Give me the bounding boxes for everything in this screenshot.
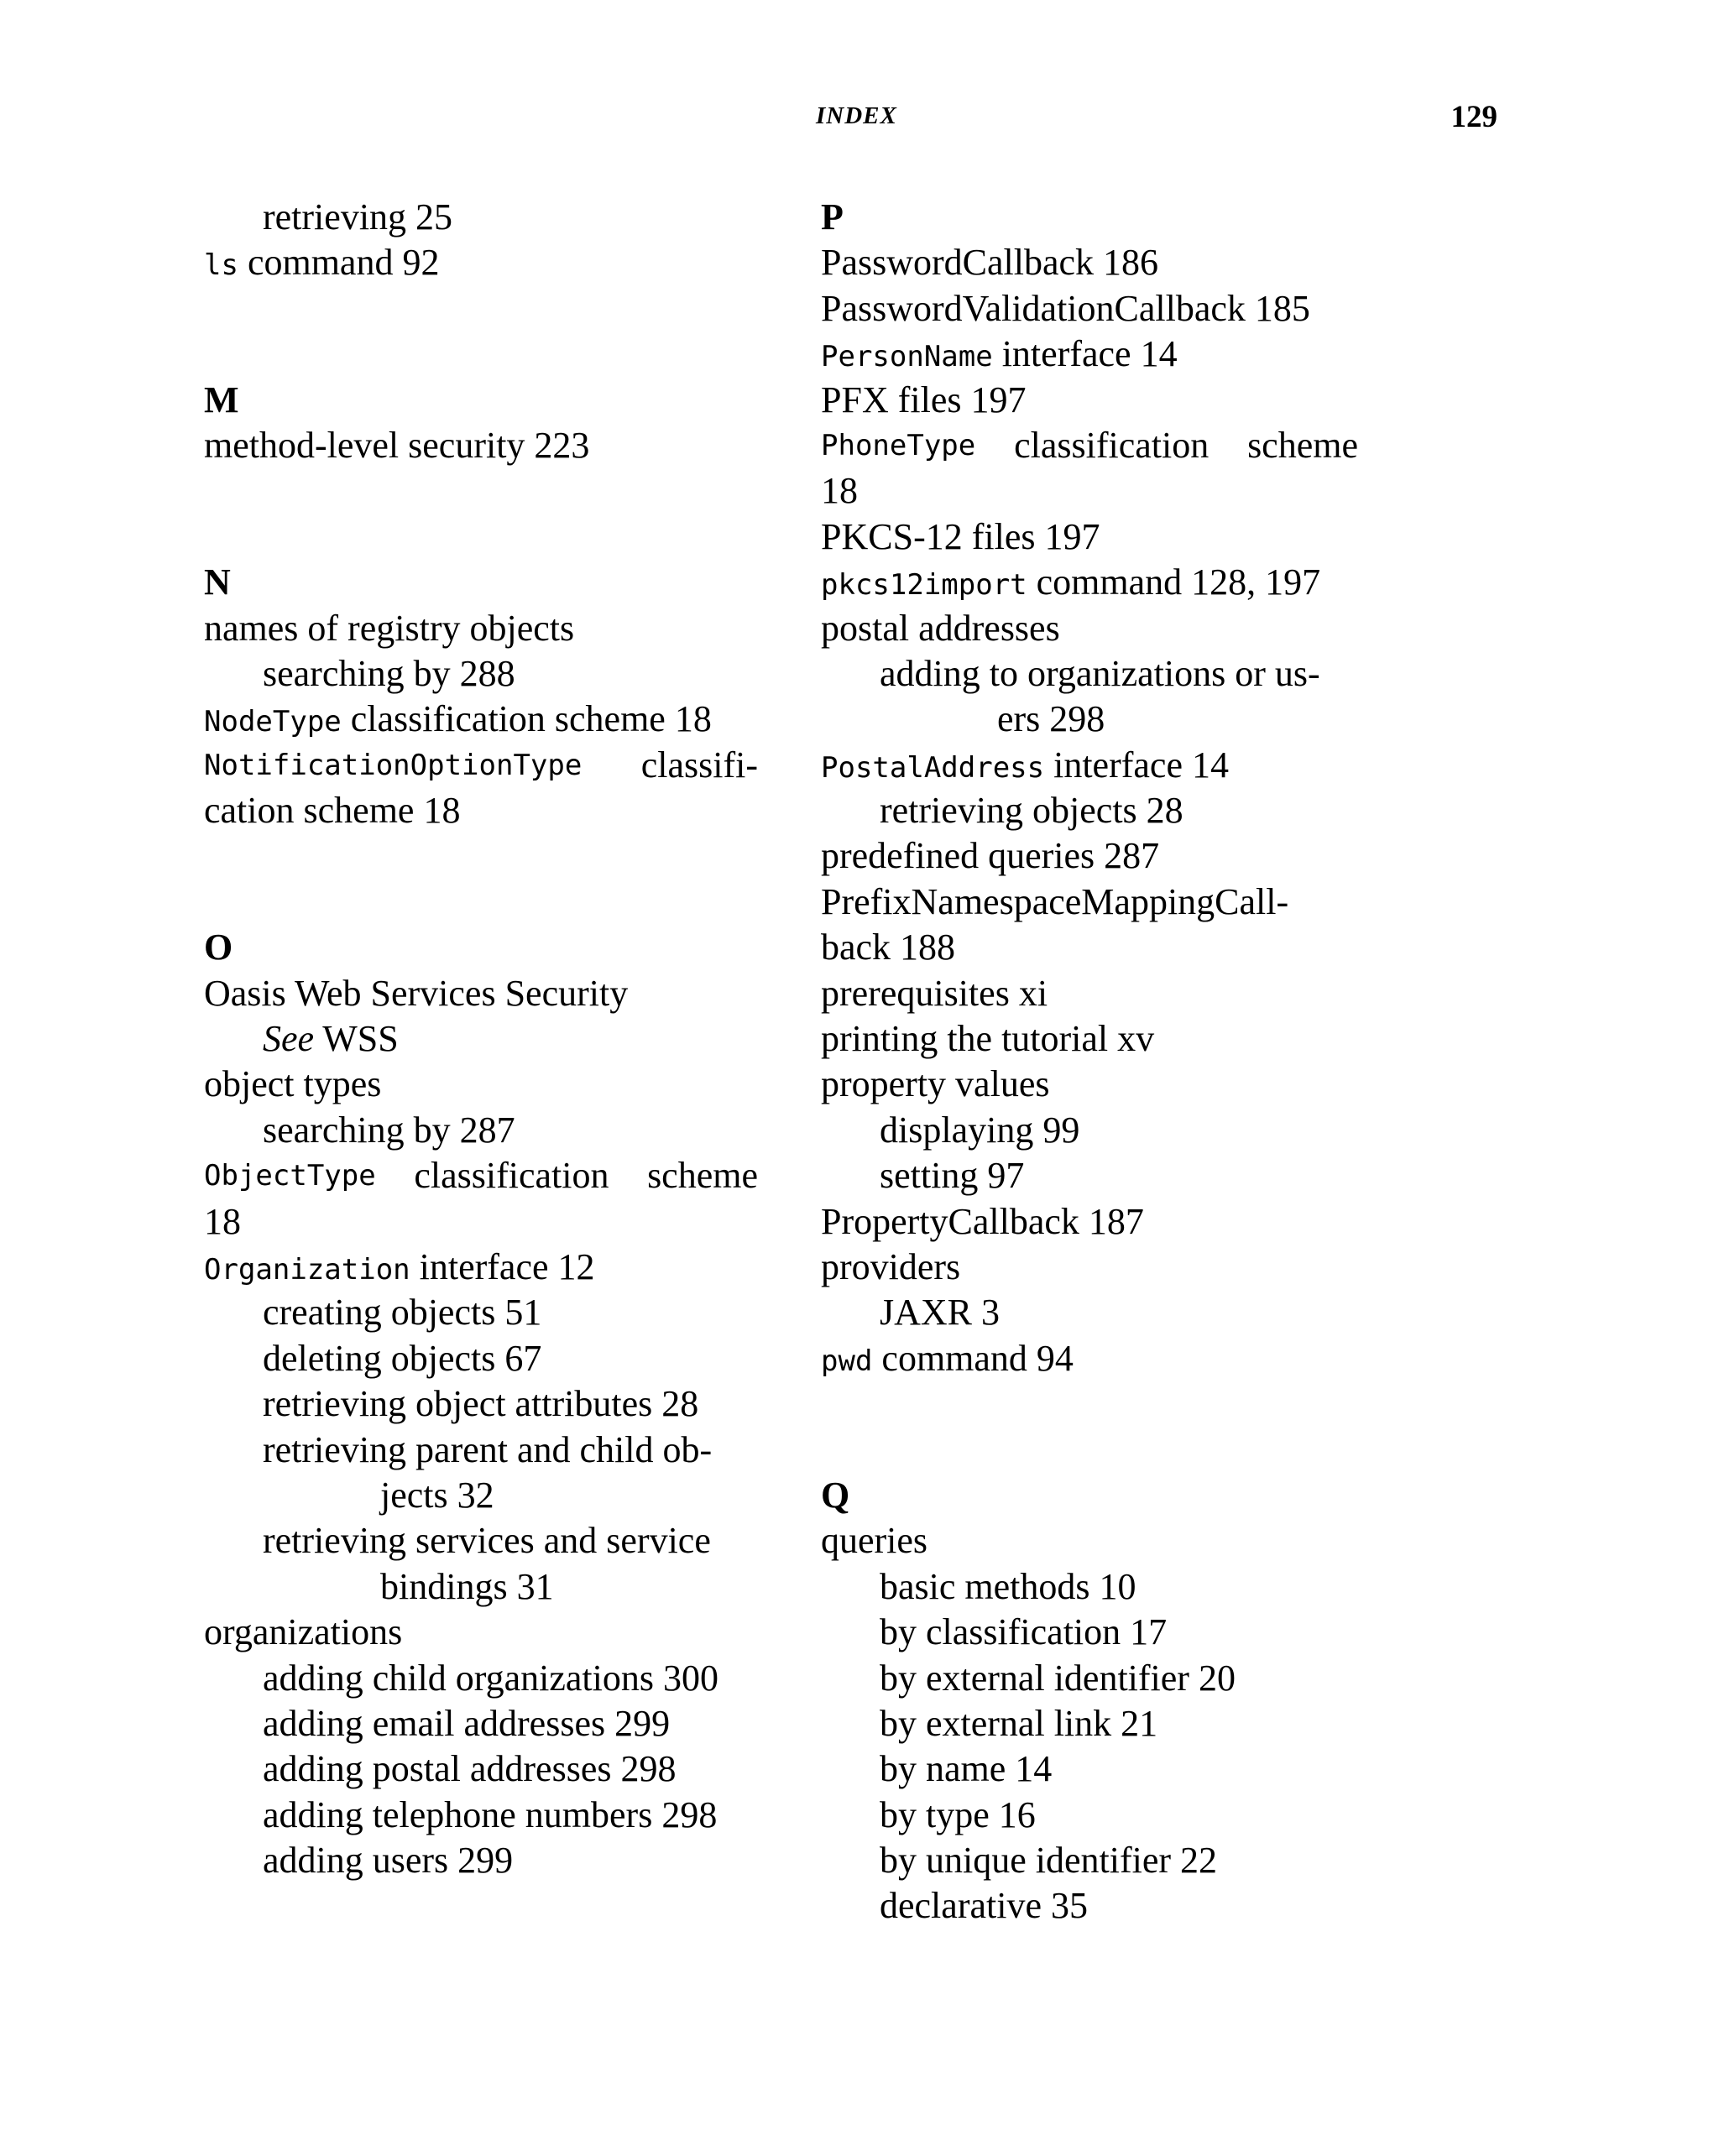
- section-letter-m: M: [204, 378, 239, 420]
- code-term: PostalAddress: [821, 750, 1045, 785]
- index-entry: organizations: [204, 1611, 403, 1653]
- index-subentry: by external identifier 20: [880, 1657, 1236, 1699]
- index-entry: names of registry objects: [204, 607, 575, 649]
- index-subentry: retrieving services and service: [263, 1520, 711, 1562]
- index-entry: pkcs12import command 128, 197: [821, 561, 1321, 603]
- index-entry-continued: 18: [821, 470, 858, 512]
- index-subentry: searching by 288: [263, 652, 515, 694]
- see-reference: See WSS: [263, 1018, 399, 1060]
- index-entry: ls command 92: [204, 242, 440, 284]
- index-entry: queries: [821, 1520, 928, 1562]
- index-entry: pwd command 94: [821, 1337, 1074, 1379]
- index-entry: method-level security 223: [204, 424, 590, 466]
- index-subentry: retrieving objects 28: [880, 790, 1183, 832]
- page-number: 129: [1450, 100, 1497, 134]
- index-column-right: [821, 195, 1358, 1929]
- code-term: PhoneType: [821, 428, 976, 462]
- index-subentry: by unique identifier 22: [880, 1840, 1218, 1882]
- index-subentry: JAXR 3: [880, 1292, 1001, 1334]
- index-entry: predefined queries 287: [821, 835, 1160, 877]
- code-term: pkcs12import: [821, 568, 1027, 603]
- index-subentry: displaying 99: [880, 1109, 1080, 1151]
- code-term: PersonName: [821, 340, 993, 374]
- index-entry: PersonName interface 14: [821, 333, 1178, 375]
- index-subentry: adding users 299: [263, 1840, 514, 1882]
- index-entry: Organization interface 12: [204, 1245, 595, 1287]
- index-entry: PostalAddress interface 14: [821, 744, 1229, 786]
- index-subentry: deleting objects 67: [263, 1337, 542, 1379]
- index-subentry: creating objects 51: [263, 1292, 542, 1334]
- section-letter-q: Q: [821, 1474, 850, 1516]
- index-entry: PropertyCallback 187: [821, 1200, 1144, 1242]
- index-subentry: by classification 17: [880, 1611, 1168, 1653]
- index-subentry: adding telephone numbers 298: [263, 1793, 718, 1835]
- running-head: INDEX: [816, 102, 897, 129]
- index-subentry: by type 16: [880, 1793, 1036, 1835]
- section-letter-o: O: [204, 927, 233, 968]
- index-subentry-continued: jects 32: [380, 1474, 494, 1516]
- index-entry: PhoneType classification scheme: [821, 423, 1358, 468]
- index-column-left: [204, 195, 758, 1883]
- index-subentry: adding child organizations 300: [263, 1657, 718, 1699]
- section-letter-n: N: [204, 561, 231, 603]
- index-entry-continued: cation scheme 18: [204, 790, 461, 832]
- index-subentry: by name 14: [880, 1748, 1053, 1790]
- index-subentry: basic methods 10: [880, 1565, 1136, 1607]
- index-entry: providers: [821, 1245, 961, 1287]
- index-subentry: retrieving parent and child ob-: [263, 1428, 713, 1470]
- index-entry: postal addresses: [821, 607, 1060, 649]
- code-term: ObjectType: [204, 1159, 376, 1193]
- index-entry: PrefixNamespaceMappingCall-: [821, 880, 1289, 922]
- index-subentry: searching by 287: [263, 1109, 515, 1151]
- index-entry: printing the tutorial xv: [821, 1018, 1155, 1060]
- index-entry-continued: back 188: [821, 927, 956, 968]
- index-entry: PKCS-12 files 197: [821, 515, 1100, 557]
- code-term: NodeType: [204, 705, 342, 739]
- index-subentry: adding postal addresses 298: [263, 1748, 677, 1790]
- index-entry: prerequisites xi: [821, 972, 1048, 1014]
- index-subentry-continued: ers 298: [997, 698, 1105, 740]
- index-entry-continued: 18: [204, 1200, 241, 1242]
- index-subentry: setting 97: [880, 1155, 1025, 1197]
- code-term: Organization: [204, 1252, 410, 1287]
- code-term: NotificationOptionType: [204, 748, 583, 782]
- index-entry: property values: [821, 1063, 1050, 1105]
- index-entry: object types: [204, 1063, 382, 1105]
- index-entry: PasswordValidationCallback 185: [821, 287, 1310, 329]
- index-subentry: adding to organizations or us-: [880, 652, 1320, 694]
- code-term: pwd: [821, 1344, 873, 1378]
- index-entry: Oasis Web Services Security: [204, 972, 629, 1014]
- index-subentry: by external link 21: [880, 1702, 1158, 1744]
- index-subentry: retrieving object attributes 28: [263, 1383, 699, 1425]
- index-entry: PasswordCallback 186: [821, 242, 1159, 284]
- index-subentry: declarative 35: [880, 1885, 1088, 1927]
- index-subentry: retrieving 25: [263, 196, 453, 238]
- index-entry: PFX files 197: [821, 378, 1027, 420]
- index-entry: ObjectType classification scheme: [204, 1153, 758, 1198]
- section-letter-p: P: [821, 196, 844, 238]
- page-header: [0, 99, 1719, 141]
- index-entry: NotificationOptionType classifi-: [204, 743, 758, 788]
- index-subentry-continued: bindings 31: [380, 1565, 554, 1607]
- code-term: ls: [204, 248, 238, 283]
- index-subentry: adding email addresses 299: [263, 1702, 671, 1744]
- index-entry: NodeType classification scheme 18: [204, 698, 712, 740]
